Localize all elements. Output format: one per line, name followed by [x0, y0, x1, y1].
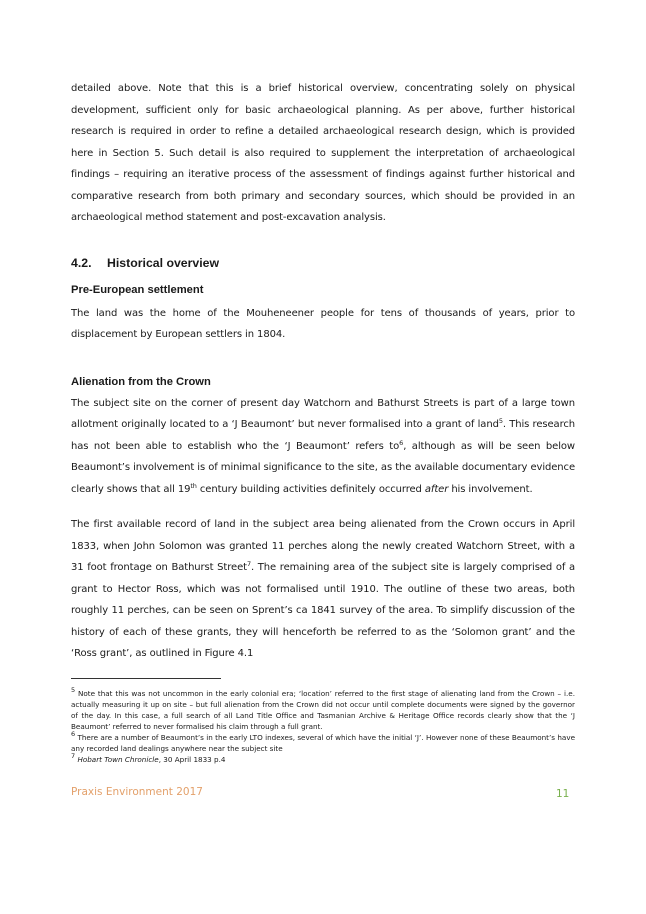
footnote-ref-6[interactable]: 6 — [399, 438, 404, 447]
text-run: The first available record of land in the subject area being alienated from the Crown occurs in April 1833, when John Solomon was granted 11 perches along the newly created Watchorn Street, with a 31 foot frontage on Bathurst Street — [71, 519, 575, 573]
section-title: Historical overview — [107, 255, 220, 270]
text-run: . The remaining area of the subject site is largely comprised of a grant to Hector Ross, which was not formalised until 1910. The outline of these two areas, both roughly 11 perches, can be seen on Sprent’s ca 1841 survey of the area. To simplify discussion of the history of each of these grants, they will henceforth be referred to as the ‘Solomon grant’ and the ‘Ross grant’, as outlined in Figure 4.1 — [71, 562, 575, 659]
page-content — [71, 78, 575, 665]
text-run: century building activities definitely occurred — [196, 483, 425, 495]
section-number: 4.2. — [71, 255, 92, 270]
alienation-paragraph-1 — [71, 393, 575, 501]
footnote-ref-7[interactable]: 7 — [246, 560, 252, 568]
footnote-separator — [71, 678, 221, 679]
footnote-number: 7 — [71, 752, 76, 760]
text-run: his involvement. — [448, 483, 533, 495]
pre-european-paragraph: The land was the home of the Mouheneener people for tens of thousands of years, prior to displacement by European settlers in 1804. — [71, 307, 575, 340]
text-run: The subject site on the corner of present day Watchorn and Bathurst Streets is part of a large town allotment originally located to a ‘J Beaumont’ but never formalised into a grant of land — [71, 397, 575, 430]
footnote-text: Note that this was not uncommon in the early colonial era; ‘location’ referred to the first stage of alienating land from the Crown – i.e. actually measuring it up on site – but full alienation from the Crown did not occur until complete documents were signed by the governor of the day. In this case, a full search of all Land Title Office and Tasmanian Archive & Heritage Office records clearly show that the ‘J Beaumont’ referred to never formalised his claim through a full grant. — [71, 689, 575, 731]
footer-organization: Praxis Environment 2017 — [71, 786, 203, 798]
alienation-paragraph-2 — [71, 514, 575, 665]
footnote-ref-5[interactable]: 5 — [498, 417, 503, 425]
footnote-text: There are a number of Beaumont’s in the early LTO indexes, several of which have the initial ‘J’. However none of these Beaumont’s have any recorded land dealings anywhere near the subject site — [71, 733, 575, 753]
emphasis-after: after — [424, 483, 449, 495]
footnote-7 — [71, 754, 575, 765]
footnote-number: 5 — [71, 686, 76, 694]
subheading-alienation: Alienation from the Crown — [71, 375, 211, 388]
subheading-pre-european: Pre-European settlement — [71, 283, 204, 296]
footnote-number: 6 — [71, 730, 76, 738]
footnotes — [71, 688, 575, 765]
text-run: . This research has not been able to establish who the ‘J Beaumont’ refers to — [71, 419, 576, 452]
section-heading — [71, 256, 575, 270]
intro-paragraph: detailed above. Note that this is a brief historical overview, concentrating solely on physical development, sufficient only for basic archaeological planning. As per above, further historical research is required in order to refine a detailed archaeological research design, which is provided here in Section 5. Such detail is also required to supplement the interpretation of archaeological findings – requiring an iterative process of the assessment of findings against further historical and comparative research from both primary and secondary sources, which should be provided in an archaeological method statement and post-excavation analysis. — [71, 83, 575, 223]
footnote-6 — [71, 732, 575, 754]
footnote-source-title: Hobart Town Chronicle — [77, 755, 159, 764]
text-run: , although as will be seen below Beaumont’s involvement is of minimal significance to the site, as the available documentary evidence clearly shows that all 19 — [71, 440, 575, 495]
footnote-text: , 30 April 1833 p.4 — [158, 755, 226, 764]
page-number: 11 — [556, 788, 570, 800]
footnote-5 — [71, 688, 575, 732]
ordinal-suffix: th — [190, 481, 197, 490]
